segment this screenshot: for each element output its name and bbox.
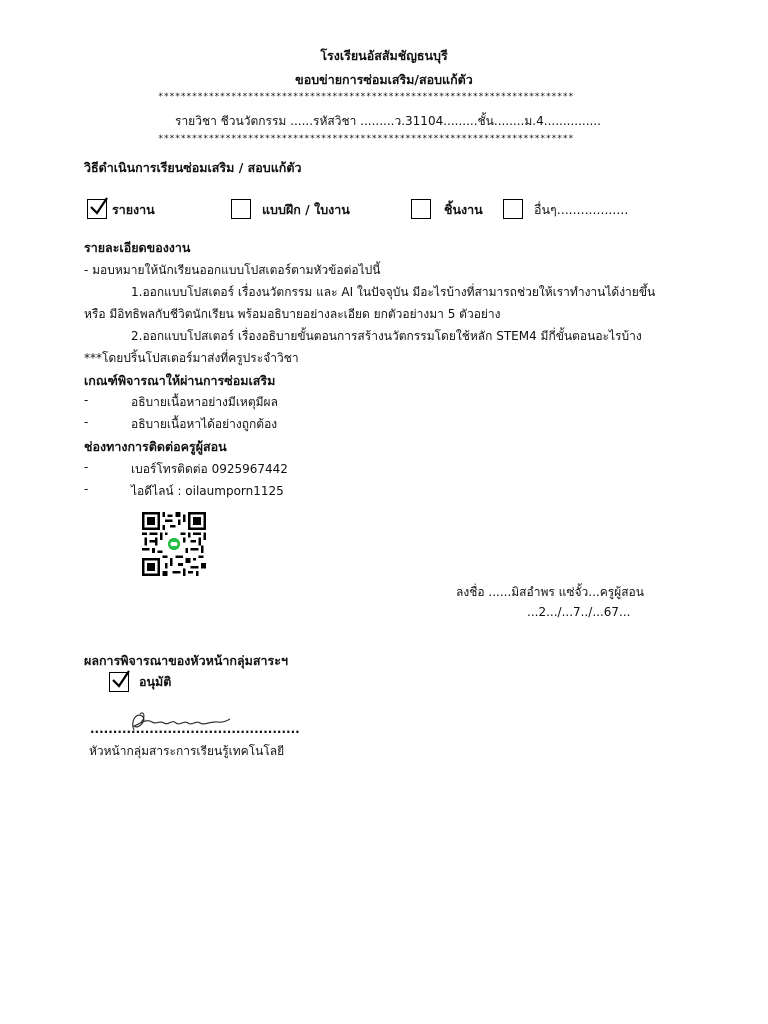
document-title: ขอบข่ายการซ่อมเสริม/สอบแก้ตัว — [295, 72, 473, 87]
head-role: หัวหน้ากลุ่มสาระการเรียนรู้เทคโนโลยี — [89, 744, 285, 758]
check-icon — [89, 197, 109, 217]
contact-line-id: ไอดีไลน์ : oilaumporn1125 — [131, 484, 284, 498]
checkbox-approved[interactable] — [109, 672, 129, 692]
approval-heading: ผลการพิจารณาของหัวหน้ากลุ่มสาระฯ — [84, 653, 288, 668]
approval-status: อนุมัติ — [139, 674, 172, 689]
option-worksheet-label: แบบฝึก / ใบงาน — [262, 202, 350, 217]
details-line-1: - มอบหมายให้นักเรียนออกแบบโปสเตอร์ตามหัวข้อต่อไปนี้ — [84, 263, 381, 277]
handwritten-signature-image — [126, 708, 232, 734]
option-other-label: อื่นๆ.................. — [534, 202, 629, 217]
contact-heading: ช่องทางการติดต่อครูผู้สอน — [84, 439, 227, 454]
contact-phone: เบอร์โทรติดต่อ 0925967442 — [131, 462, 288, 476]
details-line-2: 1.ออกแบบโปสเตอร์ เรื่องนวัตกรรม และ AI ในปัจจุบัน มีอะไรบ้างที่สามารถช่วยให้เราทำงานได้ง่ายขึ้น — [131, 285, 656, 299]
head-signature-dots: .............................................. — [90, 722, 300, 736]
contact-bullet-2: - — [84, 482, 89, 496]
signature-date: ...2.../...7../...67... — [527, 605, 631, 619]
criteria-heading: เกณฑ์พิจารณาให้ผ่านการซ่อมเสริม — [84, 373, 276, 388]
details-line-3: หรือ มีอิทธิพลกับชีวิตนักเรียน พร้อมอธิบายอย่างละเอียด ยกตัวอย่างมา 5 ตัวอย่าง — [84, 307, 501, 321]
qr-code-image — [142, 512, 206, 576]
criteria-item-2: อธิบายเนื้อหาได้อย่างถูกต้อง — [131, 417, 278, 431]
checkbox-workpiece[interactable] — [411, 199, 431, 219]
checkbox-worksheet[interactable] — [231, 199, 251, 219]
details-line-4: 2.ออกแบบโปสเตอร์ เรื่องอธิบายขั้นตอนการสร้างนวัตกรรมโดยใช้หลัก STEM4 มีกี่ขั้นตอนอะไรบ้าง — [131, 329, 642, 343]
checkbox-report[interactable] — [87, 199, 107, 219]
criteria-bullet-1: - — [84, 393, 89, 407]
divider-bottom: ************************************************************************** — [158, 134, 574, 144]
teacher-signature-line: ลงชื่อ ......มิสอำพร แซ่จั้ว...ครูผู้สอน — [456, 585, 644, 599]
option-report-label: รายงาน — [112, 202, 155, 217]
details-line-5: ***โดยปริ้นโปสเตอร์มาส่งที่ครูประจำวิชา — [84, 351, 299, 365]
check-icon — [111, 670, 131, 690]
contact-bullet-1: - — [84, 460, 89, 474]
method-heading: วิธีดำเนินการเรียนซ่อมเสริม / สอบแก้ตัว — [84, 160, 302, 175]
criteria-item-1: อธิบายเนื้อหาอย่างมีเหตุมีผล — [131, 395, 278, 409]
checkbox-other[interactable] — [503, 199, 523, 219]
option-workpiece-label: ชิ้นงาน — [444, 202, 483, 217]
divider-top: ************************************************************************** — [158, 92, 574, 102]
criteria-bullet-2: - — [84, 415, 89, 429]
details-heading: รายละเอียดของงาน — [84, 240, 191, 255]
school-name: โรงเรียนอัสสัมชัญธนบุรี — [320, 48, 448, 63]
subject-line: รายวิชา ชีวนวัตกรรม ......รหัสวิชา .........ว.31104.........ชั้น........ม.4............... — [175, 114, 601, 128]
